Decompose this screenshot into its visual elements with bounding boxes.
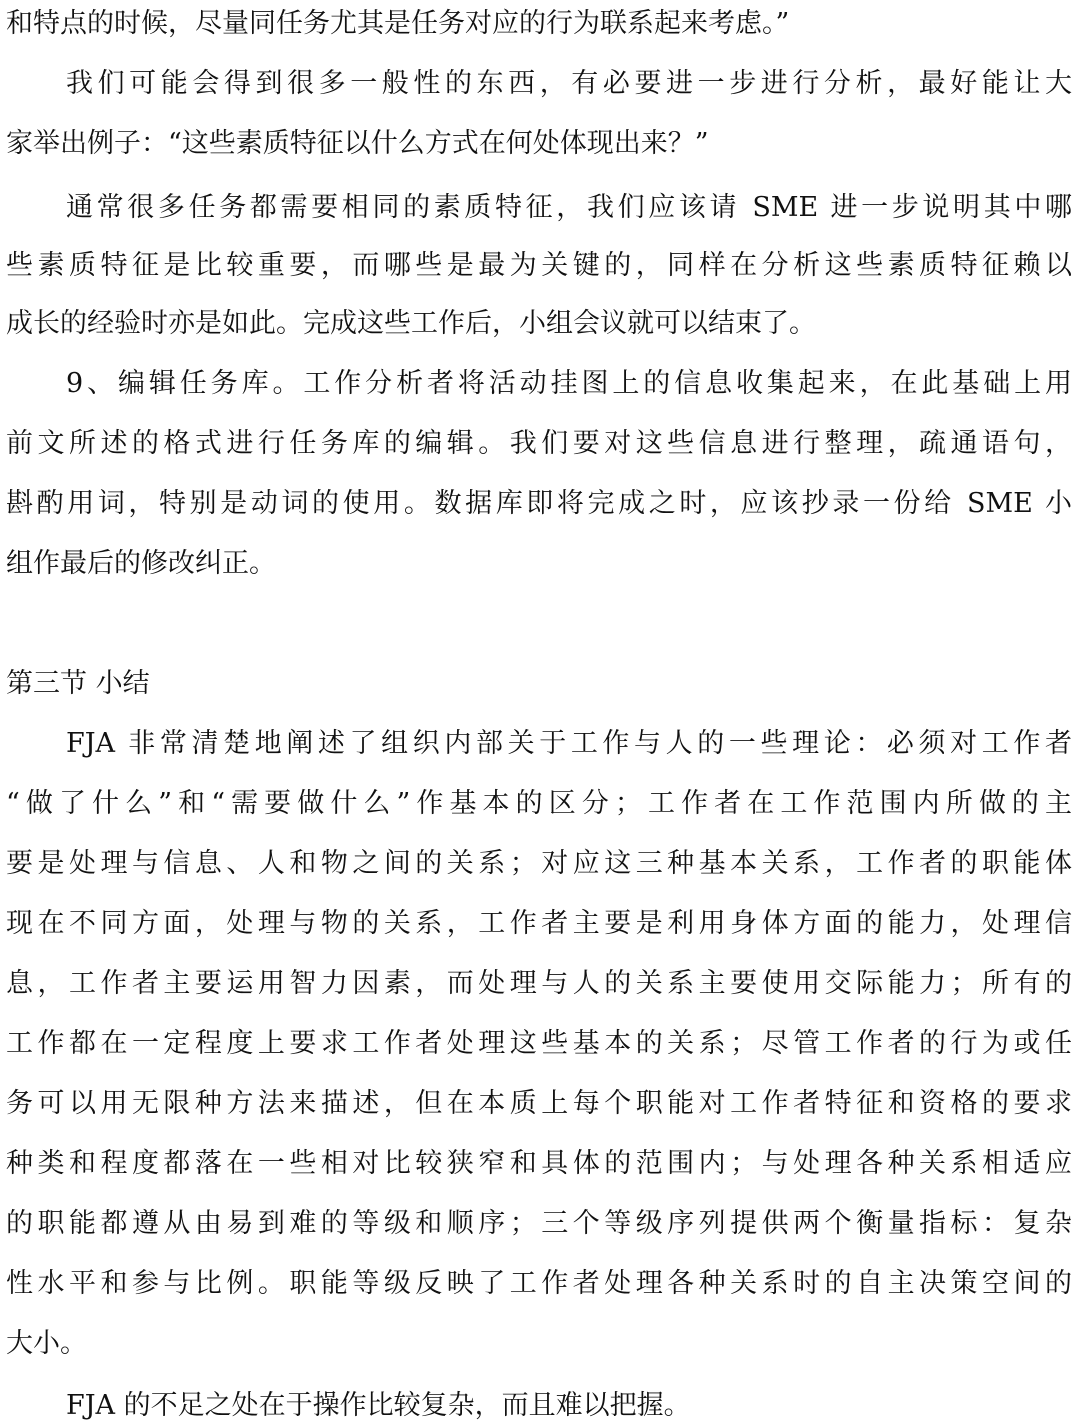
text-line: 我们可能会得到很多一般性的东西，有必要进一步进行分析，最好能让大: [66, 68, 1072, 99]
text-line: 工作都在一定程度上要求工作者处理这些基本的关系；尽管工作者的行为或任: [6, 1028, 1072, 1059]
text-line: 务可以用无限种方法来描述，但在本质上每个职能对工作者特征和资格的要求: [6, 1088, 1072, 1119]
text-line: 和特点的时候，尽量同任务尤其是任务对应的行为联系起来考虑。”: [6, 8, 790, 39]
text-line: 成长的经验时亦是如此。完成这些工作后，小组会议就可以结束了。: [6, 308, 816, 339]
text-line: 现在不同方面，处理与物的关系，工作者主要是利用身体方面的能力，处理信: [6, 908, 1072, 939]
text-line: 息，工作者主要运用智力因素，而处理与人的关系主要使用交际能力；所有的: [6, 968, 1072, 999]
text-line: 些素质特征是比较重要，而哪些是最为关键的，同样在分析这些素质特征赖以: [6, 250, 1072, 281]
text-line: 前文所述的格式进行任务库的编辑。我们要对这些信息进行整理，疏通语句，: [6, 428, 1072, 459]
text-line: 要是处理与信息、人和物之间的关系；对应这三种基本关系，工作者的职能体: [6, 848, 1072, 879]
text-line: 性水平和参与比例。职能等级反映了工作者处理各种关系时的自主决策空间的: [6, 1268, 1072, 1299]
text-line: 家举出例子：“这些素质特征以什么方式在何处体现出来？”: [6, 128, 709, 159]
text-line: FJA 非常清楚地阐述了组织内部关于工作与人的一些理论：必须对工作者: [66, 728, 1072, 759]
section-heading: 第三节 小结: [6, 668, 150, 699]
text-line: 种类和程度都落在一些相对比较狭窄和具体的范围内；与处理各种关系相适应: [6, 1148, 1072, 1179]
text-line: 斟酌用词，特别是动词的使用。数据库即将完成之时，应该抄录一份给 SME 小: [6, 488, 1072, 519]
text-line: 通常很多任务都需要相同的素质特征，我们应该请 SME 进一步说明其中哪: [66, 192, 1072, 223]
text-line: “做了什么”和“需要做什么”作基本的区分；工作者在工作范围内所做的主: [6, 788, 1072, 819]
text-line: 大小。: [6, 1328, 87, 1359]
text-line: 组作最后的修改纠正。: [6, 548, 276, 579]
text-line: 9、编辑任务库。工作分析者将活动挂图上的信息收集起来，在此基础上用: [66, 368, 1072, 399]
text-line: 的职能都遵从由易到难的等级和顺序；三个等级序列提供两个衡量指标：复杂: [6, 1208, 1072, 1239]
text-line: FJA 的不足之处在于操作比较复杂，而且难以把握。: [66, 1390, 691, 1421]
